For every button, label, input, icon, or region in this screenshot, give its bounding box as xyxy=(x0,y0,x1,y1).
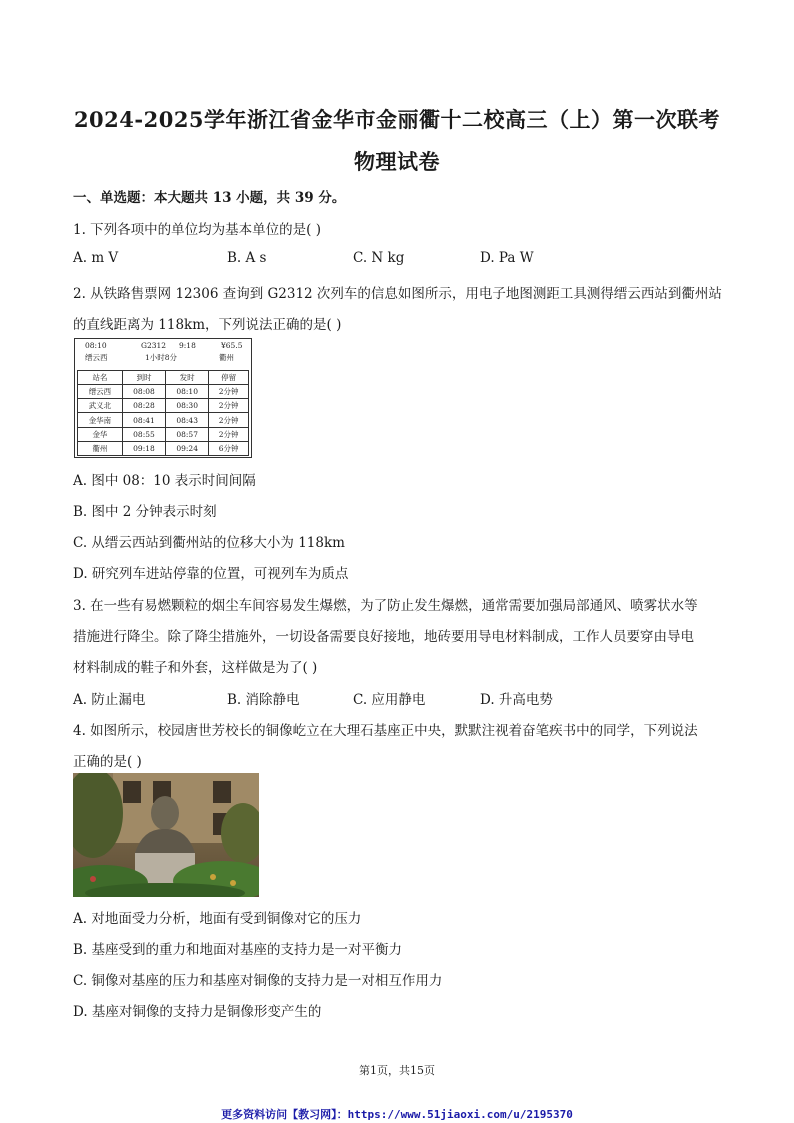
question-1-option-a: A. m V xyxy=(73,250,119,266)
page-title: 2024-2025学年浙江省金华市金丽衢十二校高三（上）第一次联考 xyxy=(73,107,721,132)
question-2-option-a: A. 图中 08：10 表示时间间隔 xyxy=(73,473,256,489)
timetable-header-row xyxy=(78,371,249,385)
question-2-stem-line1: 2. 从铁路售票网 12306 查询到 G2312 次列车的信息如图所示，用电子地图测距工具测得缙云西站到衢州站 xyxy=(73,286,722,302)
timetable-cell: 2分钟 xyxy=(209,427,249,441)
question-1-option-b: B. A s xyxy=(227,250,267,266)
section-heading: 一、单选题：本大题共 13 小题，共 39 分。 xyxy=(73,190,346,206)
timetable-cell: 08:41 xyxy=(122,413,165,427)
timetable-cell: 6分钟 xyxy=(209,441,249,455)
timetable-duration: 1小时8分 xyxy=(145,353,178,362)
timetable-col-header: 发时 xyxy=(166,371,209,385)
question-1-option-c: C. N kg xyxy=(353,250,405,266)
question-1-stem: 1. 下列各项中的单位均为基本单位的是( ) xyxy=(73,222,321,238)
page-number: 第1页，共15页 xyxy=(359,1064,435,1077)
timetable-cell: 缙云西 xyxy=(78,385,123,399)
timetable-col-header: 站名 xyxy=(78,371,123,385)
question-2-option-d: D. 研究列车进站停靠的位置，可视列车为质点 xyxy=(73,566,349,582)
timetable-row xyxy=(78,399,249,413)
timetable-cell: 衢州 xyxy=(78,441,123,455)
question-4-option-a: A. 对地面受力分析，地面有受到铜像对它的压力 xyxy=(73,911,362,927)
timetable-row xyxy=(78,427,249,441)
timetable-cell: 08:43 xyxy=(166,413,209,427)
timetable-cell: 金华 xyxy=(78,427,123,441)
timetable-cell: 08:57 xyxy=(166,427,209,441)
timetable-row xyxy=(78,441,249,455)
timetable-from-station: 缙云西 xyxy=(85,353,108,362)
question-2-option-c: C. 从缙云西站到衢州站的位移大小为 118km xyxy=(73,535,345,551)
question-2-option-b: B. 图中 2 分钟表示时刻 xyxy=(73,504,217,520)
question-3-option-b: B. 消除静电 xyxy=(227,692,300,708)
timetable-cell: 08:55 xyxy=(122,427,165,441)
question-4-option-c: C. 铜像对基座的压力和基座对铜像的支持力是一对相互作用力 xyxy=(73,973,443,989)
question-3-stem-line3: 材料制成的鞋子和外套，这样做是为了( ) xyxy=(73,660,318,676)
question-4-stem-line1: 4. 如图所示，校园唐世芳校长的铜像屹立在大理石基座正中央，默默注视着奋笔疾书中的同学，下列说法 xyxy=(73,723,698,739)
timetable-cell: 08:28 xyxy=(122,399,165,413)
timetable-cell: 09:18 xyxy=(122,441,165,455)
question-1-option-d: D. Pa W xyxy=(480,250,534,266)
timetable-cell: 2分钟 xyxy=(209,399,249,413)
timetable-header xyxy=(75,339,251,369)
timetable-col-header: 停留 xyxy=(209,371,249,385)
question-4-option-b: B. 基座受到的重力和地面对基座的支持力是一对平衡力 xyxy=(73,942,403,958)
timetable-cell: 武义北 xyxy=(78,399,123,413)
statue-illustration xyxy=(73,773,259,897)
timetable-arr-time: 9:18 xyxy=(179,341,196,350)
question-3-option-d: D. 升高电势 xyxy=(480,692,553,708)
timetable-cell: 09:24 xyxy=(166,441,209,455)
question-3-option-c: C. 应用静电 xyxy=(353,692,426,708)
timetable-row xyxy=(78,413,249,427)
timetable-cell: 08:08 xyxy=(122,385,165,399)
question-3-stem-line1: 3. 在一些有易燃颗粒的烟尘车间容易发生爆燃，为了防止发生爆燃，通常需要加强局部通风、喷雾状水等 xyxy=(73,598,698,614)
timetable-to-station: 衢州 xyxy=(219,353,234,362)
train-timetable-figure xyxy=(74,338,252,458)
footer-resource-link[interactable]: 更多资料访问【教习网】：https://www.51jiaoxi.com/u/2195370 xyxy=(221,1108,573,1121)
timetable-cell: 2分钟 xyxy=(209,385,249,399)
bronze-statue-photo xyxy=(73,773,259,897)
question-3-stem-line2: 措施进行降尘。除了降尘措施外，一切设备需要良好接地，地砖要用导电材料制成，工作人员要穿由导电 xyxy=(73,629,694,645)
timetable-train-no: G2312 xyxy=(141,341,167,350)
page-subtitle: 物理试卷 xyxy=(354,149,440,174)
timetable-row xyxy=(78,385,249,399)
timetable-cell: 08:30 xyxy=(166,399,209,413)
question-4-option-d: D. 基座对铜像的支持力是铜像形变产生的 xyxy=(73,1004,322,1020)
timetable-dep-time: 08:10 xyxy=(85,341,107,350)
timetable-col-header: 到时 xyxy=(122,371,165,385)
timetable-price: ¥65.5 xyxy=(221,341,243,350)
question-2-stem-line2: 的直线距离为 118km，下列说法正确的是( ) xyxy=(73,317,342,333)
timetable-grid xyxy=(77,370,249,456)
timetable-cell: 2分钟 xyxy=(209,413,249,427)
question-3-option-a: A. 防止漏电 xyxy=(73,692,146,708)
timetable-cell: 08:10 xyxy=(166,385,209,399)
timetable-cell: 金华南 xyxy=(78,413,123,427)
question-4-stem-line2: 正确的是( ) xyxy=(73,754,142,770)
